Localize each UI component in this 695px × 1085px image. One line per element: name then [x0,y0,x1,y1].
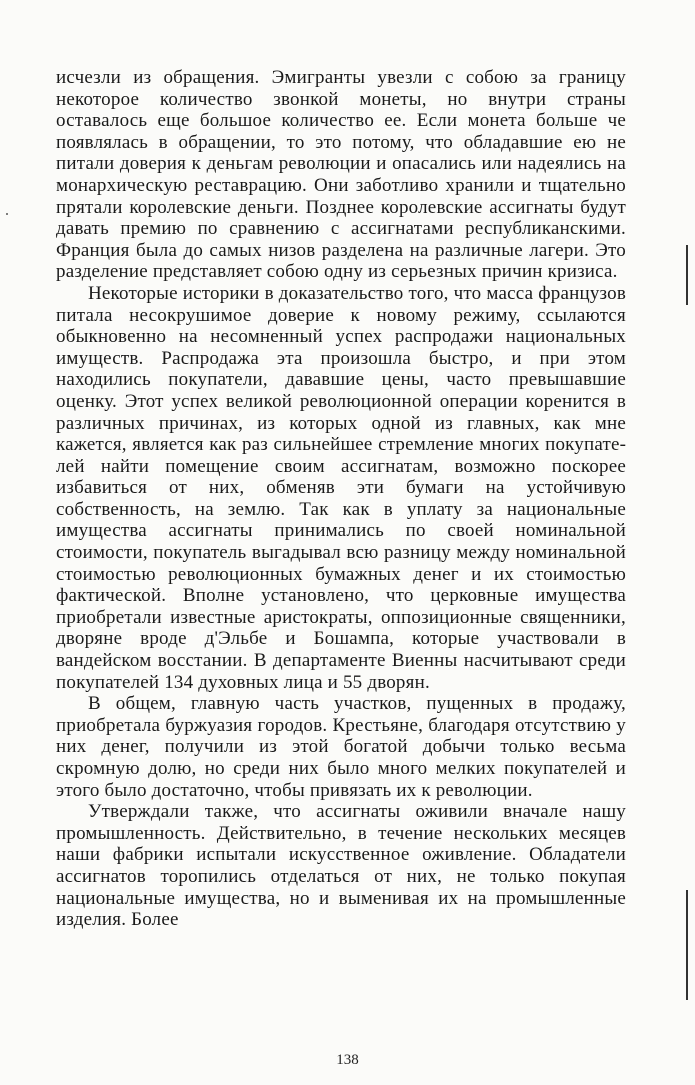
scan-speck [6,213,8,215]
scan-edge-mark-upper [686,245,688,305]
paragraph-2: Некоторые историки в доказательство того, что масса французов питала несокрушимое доверие к новому режиму, ссылаются обыкновенно на несомненный успех распродажи национальных имуществ. Распродажа эта произошла быстро, и при этом находились покупатели, дававшие цены, часто превышавшие оценку. Этот успех великой революционной операции коренится в различных причинах, из которых одной из главных, как мне кажется, является как раз сильнейшее стремление многих покупателей найти помещение своим ассигнатам, возможно поскорее избавиться от них, обменяв эти бумаги на устойчивую собственность, на землю. Так как в уплату за национальные имущества ассигнаты принимались по своей номинальной стоимости, покупатель выгадывал всю разницу между номинальной стоимостью революционных бумажных денег и их стоимостью фактической. Вполне установлено, что церковные имущества приобретали известные аристократы, оппозиционные священники, дворяне вроде д'Эльбе и Бошампа, которые участвовали в вандейском восстании. В департаменте Виенны насчитывают среди покупателей 134 духовных лица и 55 дворян. [56,282,626,693]
scan-edge-mark-lower [686,890,688,1000]
paragraph-3: В общем, главную часть участков, пущенных в продажу, приобретала буржуазия городов. Крестьяне, благодаря отсутствию у них денег, получили из этой богатой добычи только весьма скромную долю, но среди них было много мелких покупателей и этого было достаточно, чтобы привязать их к революции. [56,693,626,801]
page-number: 138 [336,1052,359,1068]
body-text [56,67,626,931]
paragraph-1: исчезли из обращения. Эмигранты увезли с собою за границу некоторое количество звонкой монеты, но внутри страны оставалось еще большое количество ее. Если монета больше че появлялась в обращении, то это потому, что обладавшие ею не питали доверия к деньгам революции и опасались или надеялись на монархическую реставрацию. Они заботливо хранили и тщательно прятали королевские деньги. Позднее королевские ассигнаты будут давать премию по сравнению с ассигнатами республиканскими. Франция была до самых низов разделена на различные лагери. Это разделение представляет собою одну из серьезных причин кризиса. [56,67,626,283]
paragraph-4: Утверждали также, что ассигнаты оживили вначале нашу промышленность. Действительно, в течение нескольких месяцев наши фабрики испытали искусственное оживление. Обладатели ассигнатов торопились отделаться от них, не только покупая национальные имущества, но и выменивая их на промышленные изделия. Более [56,801,626,931]
